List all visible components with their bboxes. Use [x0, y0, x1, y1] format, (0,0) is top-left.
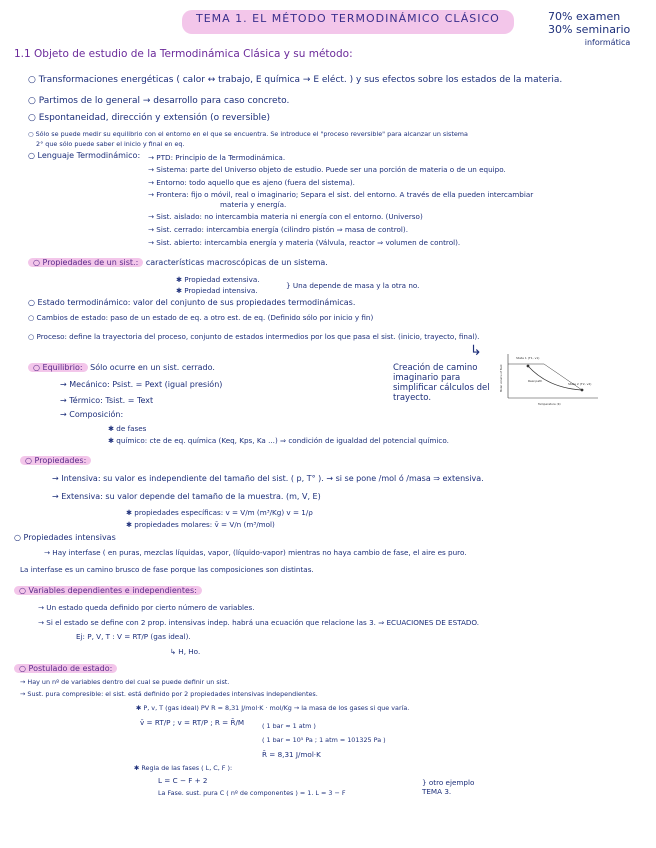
propiedades-sist-label: ○ Propiedades de un sist.: [28, 258, 143, 267]
equilibrio-fases: ✱ de fases [108, 424, 147, 433]
heading-propiedades [20, 456, 91, 466]
equilibrio-mecanico: → Mecánico: Psist. = Pext (igual presión) [60, 380, 223, 389]
grading-exam: 70% examen [548, 10, 621, 23]
bullet-equilibrio-entorno-cont: 2° que sólo puede saber el inicio y final en eq. [36, 140, 185, 148]
lenguaje-cerrado: → Sist. cerrado: intercambia energía (cilindro pistón ⇒ masa de control). [148, 225, 409, 234]
postulado-l-formula: L = C − F + 2 [158, 776, 208, 785]
graph-y-label: Molar volume of fluid [500, 364, 503, 392]
prop-extensiva: ✱ Propiedad extensiva. [176, 275, 260, 284]
bullet-equilibrio-entorno: ○ Sólo se puede medir su equilibrio con el entorno en el que se encuentra. Se introduce el "proceso reversible" para alcanzar un sistema [28, 130, 468, 138]
propiedades-especificas: ✱ propiedades específicas: v = V/m (m³/Kg) v = 1/ρ [126, 508, 313, 517]
equilibrio-label: ○ Equilibrio: [28, 363, 88, 372]
graph-state1-label: State 1 (T1, v1) [516, 356, 540, 360]
propiedades-extensiva: → Extensiva: su valor depende del tamaño de la muestra. (m, V, E) [52, 492, 321, 501]
equilibrio-desc: Sólo ocurre en un sist. cerrado. [90, 363, 215, 372]
postulado-formulas: v̄ = RT/P ; v = RT/P ; R = R̄/M [140, 718, 245, 727]
lenguaje-entorno: → Entorno: todo aquello que es ajeno (fuera del sistema). [148, 178, 355, 187]
propiedades-sist-desc: características macroscópicas de un sistema. [145, 258, 328, 267]
heading-postulado [14, 664, 117, 674]
postulado-regla-fases: ✱ Regla de las fases ( L, C, F ): [134, 764, 233, 772]
heading-variables [14, 586, 202, 596]
postulado-r-value: R̄ = 8,31 J/mol·K [262, 750, 321, 759]
page-title: TEMA 1. EL MÉTODO TERMODINÁMICO CLÁSICO [182, 10, 514, 34]
intensivas-interfase: → Hay interfase ( en puras, mezclas líquidas, vapor, (líquido-vapor) mientras no haya cambio de fase, el aire es puro. [44, 548, 467, 557]
bullet-transformaciones: ○ Transformaciones energéticas ( calor ↔ trabajo, E química → E eléct. ) y sus efectos sobre los estados de la materia. [28, 75, 563, 85]
process-path-graph [498, 350, 602, 408]
lenguaje-sistema: → Sistema: parte del Universo objeto de estudio. Puede ser una porción de materia o de un equipo. [148, 165, 506, 174]
propiedades-intensiva: → Intensiva: su valor es independiente del tamaño del sist. ( p, T° ). → si se pone /mol ó /masa ⇒ extensiva. [52, 474, 484, 483]
variables-h-ho: ↳ H, Ho. [170, 647, 201, 656]
grading-note [548, 10, 630, 49]
equilibrio-composicion: → Composición: [60, 410, 124, 419]
grading-informatica: informática [584, 38, 631, 47]
variables-estado: → Un estado queda definido por cierto número de variables. [38, 603, 255, 612]
bullet-espontaneidad: ○ Espontaneidad, dirección y extensión (o reversible) [28, 113, 271, 123]
postulado-sust-pura-c: La Fase. sust. pura C ( nº de componentes ) = 1. L = 3 − F [158, 789, 346, 797]
lenguaje-ptd: → PTD: Principio de la Termodinámica. [148, 153, 286, 162]
graph-x-label: Temperature (K) [538, 402, 561, 406]
bullet-proceso: ○ Proceso: define la trayectoria del proceso, conjunto de estados intermedios por los que pasa el sist. (inicio, trayecto, final). [28, 332, 480, 341]
lenguaje-aislado: → Sist. aislado: no intercambia materia ni energía con el entorno. (Universo) [148, 212, 423, 221]
prop-note: } Una depende de masa y la otra no. [286, 281, 420, 290]
curl-arrow-icon: ↳ [470, 343, 482, 359]
bullet-cambios-estado: ○ Cambios de estado: paso de un estado de eq. a otro est. de eq. (Definido sólo por inicio y fin) [28, 313, 374, 322]
graph-caption: Creación de camino imaginario para simplificar cálculos del trayecto. [393, 363, 490, 403]
variables-label: ○ Variables dependientes e independientes: [14, 586, 202, 595]
equilibrio-quimico: ✱ químico: cte de eq. química (Keq, Kps, Ka ...) ⇒ condición de igualdad del potencial químico. [108, 436, 449, 445]
propiedades-molares: ✱ propiedades molares: v̄ = V/n (m³/mol) [126, 520, 275, 529]
variables-ejemplo: Ej: P, V, T : V = RT/P (gas ideal). [76, 632, 191, 641]
postulado-label: ○ Postulado de estado: [14, 664, 117, 673]
propiedades-label: ○ Propiedades: [20, 456, 91, 465]
postulado-pvt: ✱ P, v, T (gas ideal) PV R = 8,31 J/mol·K · mol/Kg → la masa de los gases si que varía. [136, 704, 410, 712]
lenguaje-abierto: → Sist. abierto: intercambia energía y materia (Válvula, reactor ⇒ volumen de control). [148, 238, 461, 247]
prop-intensiva: ✱ Propiedad intensiva. [176, 286, 258, 295]
lenguaje-frontera-cont: materia y energía. [220, 200, 287, 209]
intensivas-camino-brusco: La interfase es un camino brusco de fase porque las composiciones son distintas. [20, 565, 314, 574]
equilibrio-termico: → Térmico: Tsist. = Text [60, 396, 154, 405]
bullet-lenguaje: ○ Lenguaje Termodinámico: [28, 151, 141, 160]
postulado-variables: → Hay un nº de variables dentro del cual se puede definir un sist. [20, 678, 230, 686]
grading-seminar: 30% seminario [548, 23, 631, 36]
postulado-bar-pa: ( 1 bar = 10⁵ Pa ; 1 atm = 101325 Pa ) [262, 736, 386, 744]
graph-state2-label: State 2 (T2, v2) [568, 382, 592, 386]
section-heading-1-1: 1.1 Objeto de estudio de la Termodinámica Clásica y su método: [14, 48, 353, 60]
variables-ecuaciones: → Si el estado se define con 2 prop. intensivas indep. habrá una ecuación que relacione las 3. ⇒ ECUACIONES DE ESTADO. [38, 618, 480, 627]
graph-real-path-label: Real path [528, 379, 543, 383]
postulado-bar-atm: ( 1 bar ≈ 1 atm ) [262, 722, 316, 730]
postulado-sust-pura: → Sust. pura compresible: el sist. está definido por 2 propiedades intensivas independientes. [20, 690, 318, 698]
heading-equilibrio [28, 363, 215, 373]
heading-propiedades-sist [28, 258, 328, 268]
lenguaje-frontera: → Frontera: fijo o móvil, real o imaginario; Separa el sist. del entorno. A través de ella pueden intercambiar [148, 190, 534, 199]
heading-propiedades-intensivas: ○ Propiedades intensivas [14, 533, 116, 542]
postulado-otro-ejemplo: } otro ejemplo TEMA 3. [422, 778, 475, 796]
bullet-partimos: ○ Partimos de lo general → desarrollo para caso concreto. [28, 96, 290, 106]
bullet-estado-termodinamico: ○ Estado termodinámico: valor del conjunto de sus propiedades termodinámicas. [28, 298, 356, 307]
